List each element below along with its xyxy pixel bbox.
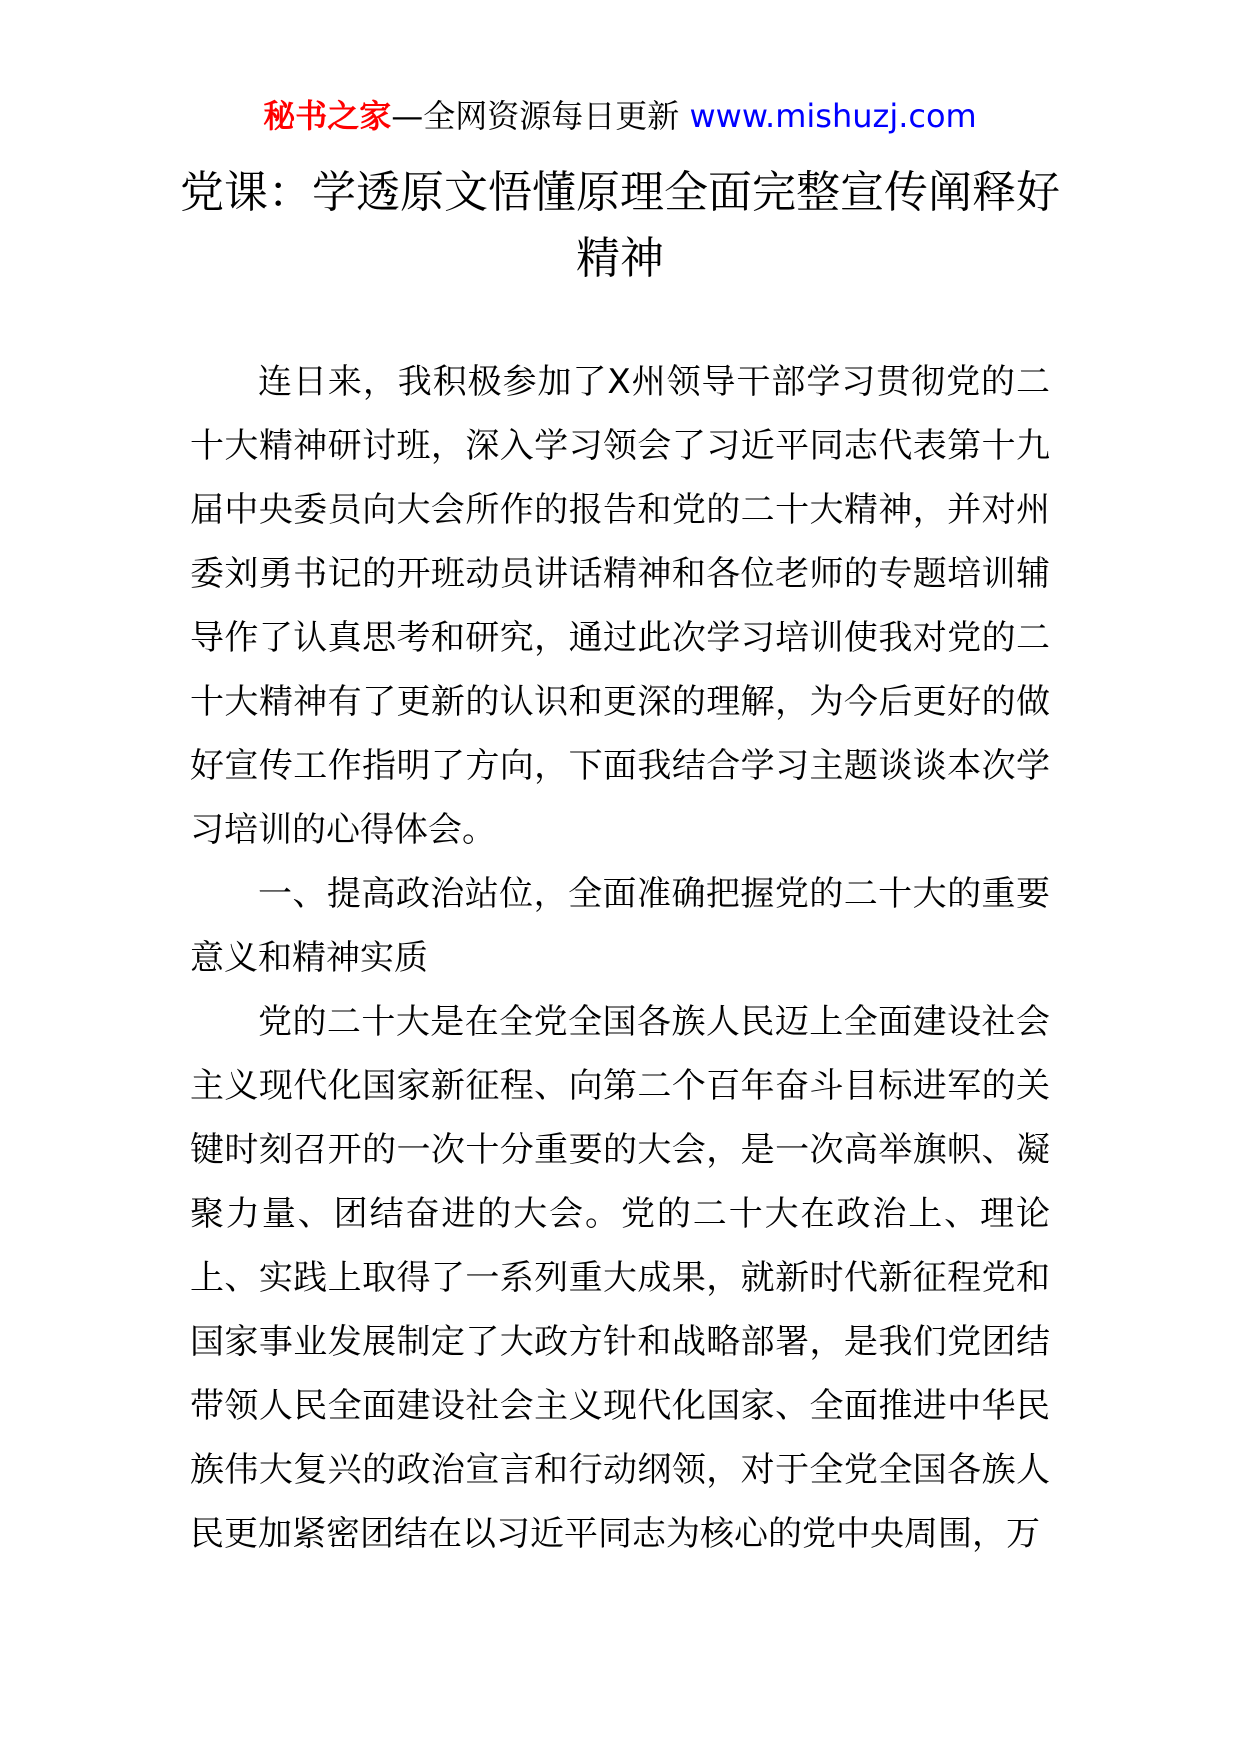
site-url-link[interactable]: www.mishuzj.com	[689, 97, 977, 135]
section-heading: 一、提高政治站位，全面准确把握党的二十大的重要意义和精神实质	[190, 874, 1050, 978]
site-header	[0, 96, 1240, 136]
body-paragraph: 党的二十大是在全党全国各族人民迈上全面建设社会主义现代化国家新征程、向第二个百年奋斗目标进军的关键时刻召开的一次十分重要的大会，是一次高举旗帜、凝聚力量、团结奋进的大会。党的二十大在政治上、理论上、实践上取得了一系列重大成果，就新时代新征程党和国家事业发展制定了大政方针和战略部署，是我们党团结带领人民全面建设社会主义现代化国家、全面推进中华民族伟大复兴的政治宣言和行动纲领，对于全党全国各族人民更加紧密团结在以习近平同志为核心的党中央周围，万	[190, 1002, 1050, 1554]
site-tagline: —全网资源每日更新	[391, 97, 690, 135]
intro-paragraph: 连日来，我积极参加了X州领导干部学习贯彻党的二十大精神研讨班，深入学习领会了习近平同志代表第十九届中央委员向大会所作的报告和党的二十大精神，并对州委刘勇书记的开班动员讲话精神和各位老师的专题培训辅导作了认真思考和研究，通过此次学习培训使我对党的二十大精神有了更新的认识和更深的理解，为今后更好的做好宣传工作指明了方向，下面我结合学习主题谈谈本次学习培训的心得体会。	[190, 362, 1050, 850]
site-brand: 秘书之家	[263, 97, 392, 135]
document-title: 党课：学透原文悟懂原理全面完整宣传阐释好精神	[180, 167, 1060, 284]
document-body	[190, 350, 1050, 1566]
